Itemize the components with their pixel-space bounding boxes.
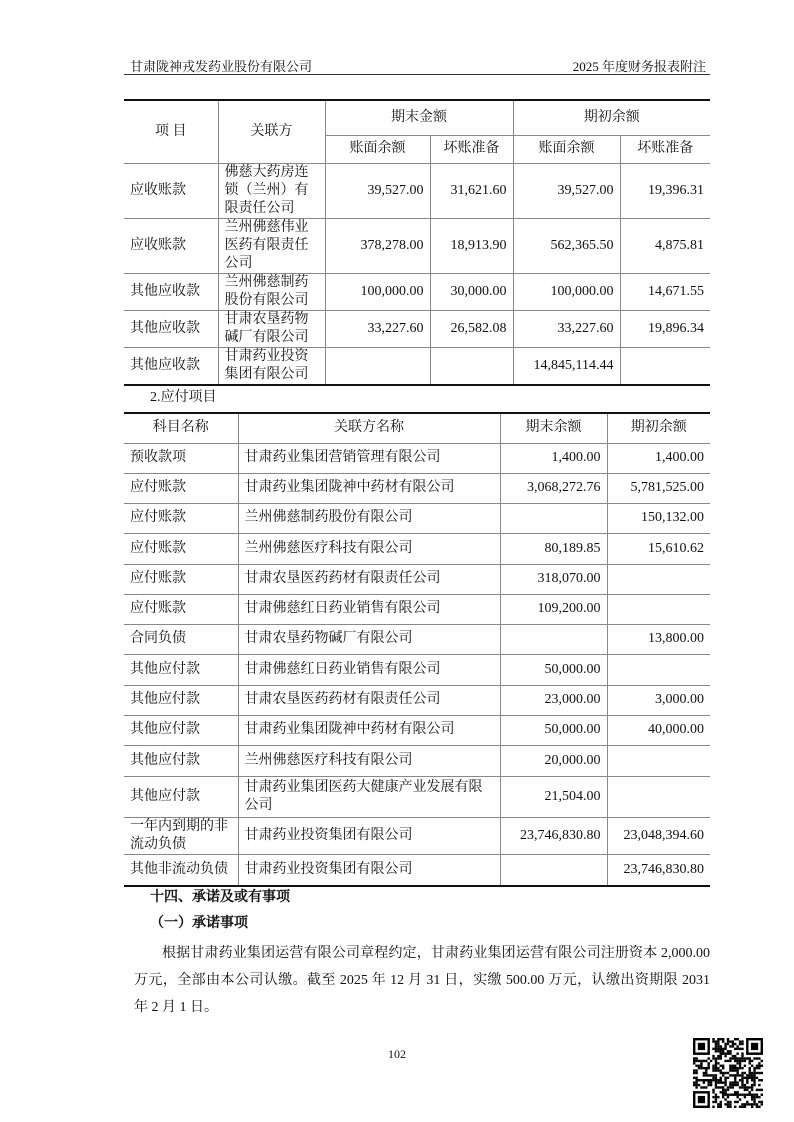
cell-party: 兰州佛慈医疗科技有限公司 [238,745,500,776]
cell-begin: 23,746,830.80 [607,854,710,886]
table-row [124,745,710,776]
table-row [124,776,710,817]
cell-begin-bad: 19,396.31 [620,163,710,218]
cell-account: 应付账款 [124,473,238,503]
col-end-book: 账面余额 [325,135,430,163]
cell-account: 一年内到期的非流动负债 [124,817,238,854]
cell-begin-book: 14,845,114.44 [513,347,620,385]
cell-party: 甘肃农垦医药药材有限责任公司 [238,685,500,715]
cell-end-book [325,347,430,385]
cell-party: 甘肃药业集团陇神中药材有限公司 [238,715,500,745]
cell-party: 甘肃药业投资集团有限公司 [238,854,500,886]
table-row [124,624,710,654]
cell-party: 兰州佛慈制药股份有限公司 [238,503,500,533]
table-row [124,533,710,564]
cell-begin-book: 33,227.60 [513,310,620,347]
table-row [124,854,710,886]
payables-title: 2.应付项目 [150,390,217,405]
col-account: 科目名称 [124,413,238,443]
cell-begin [607,564,710,594]
cell-party: 兰州佛慈制药股份有限公司 [218,273,325,310]
commitment-paragraph: 根据甘肃药业集团运营有限公司章程约定，甘肃药业集团运营有限公司注册资本 2,000.00 万元，全部由本公司认缴。截至 2025 年 12 月 31 日，实缴 500.00 万元，认缴出资期限 2031 年 2 月 1 日。 [134,946,710,1015]
cell-end-bad: 18,913.90 [430,218,513,273]
cell-begin-bad: 4,875.81 [620,218,710,273]
cell-end [500,624,607,654]
col-end-bad: 坏账准备 [430,135,513,163]
cell-item: 应收账款 [124,163,218,218]
header-divider [124,74,710,75]
col-begin-bad: 坏账准备 [620,135,710,163]
cell-begin-book: 562,365.50 [513,218,620,273]
cell-end-book: 378,278.00 [325,218,430,273]
cell-item: 其他应收款 [124,273,218,310]
cell-account: 预收款项 [124,443,238,473]
cell-end: 109,200.00 [500,594,607,624]
cell-end-bad: 31,621.60 [430,163,513,218]
cell-end-bad [430,347,513,385]
cell-end: 3,068,272.76 [500,473,607,503]
table-row [124,310,710,347]
section-subheading: （一）承诺事项 [150,916,248,931]
cell-begin: 3,000.00 [607,685,710,715]
cell-account: 其他应付款 [124,776,238,817]
header-company: 甘肃陇神戎发药业股份有限公司 [130,59,313,74]
table-row [124,443,710,473]
table-row [124,654,710,685]
table-row [124,715,710,745]
cell-end: 80,189.85 [500,533,607,564]
cell-account: 应付账款 [124,533,238,564]
cell-end: 23,000.00 [500,685,607,715]
cell-end: 20,000.00 [500,745,607,776]
table-row [124,564,710,594]
cell-end-book: 100,000.00 [325,273,430,310]
receivables-table [124,99,710,386]
table-row [124,503,710,533]
cell-begin: 1,400.00 [607,443,710,473]
cell-begin: 13,800.00 [607,624,710,654]
cell-begin [607,776,710,817]
cell-item: 其他应收款 [124,347,218,385]
cell-end: 23,746,830.80 [500,817,607,854]
cell-begin: 5,781,525.00 [607,473,710,503]
cell-begin [607,594,710,624]
cell-end-bad: 30,000.00 [430,273,513,310]
cell-end-book: 33,227.60 [325,310,430,347]
cell-begin-bad: 14,671.55 [620,273,710,310]
qr-code [692,1038,764,1108]
table-row [124,347,710,385]
cell-end: 1,400.00 [500,443,607,473]
table-row [124,817,710,854]
cell-end-bad: 26,582.08 [430,310,513,347]
col-begin-balance: 期初余额 [607,413,710,443]
cell-account: 其他应付款 [124,715,238,745]
cell-party: 甘肃药业投资集团有限公司 [238,817,500,854]
table-row [124,594,710,624]
col-end-balance: 期末余额 [500,413,607,443]
cell-party: 甘肃药业集团营销管理有限公司 [238,443,500,473]
cell-account: 应付账款 [124,503,238,533]
cell-party: 甘肃佛慈红日药业销售有限公司 [238,594,500,624]
cell-account: 其他应付款 [124,745,238,776]
cell-party: 甘肃农垦药物碱厂有限公司 [238,624,500,654]
cell-end: 50,000.00 [500,715,607,745]
col-item: 项 目 [124,100,218,163]
cell-party: 甘肃佛慈红日药业销售有限公司 [238,654,500,685]
header-report-title: 2025 年度财务报表附注 [572,59,706,74]
cell-account: 其他应付款 [124,654,238,685]
table-row [124,163,710,218]
cell-item: 应收账款 [124,218,218,273]
col-end-group: 期末金额 [325,100,513,135]
cell-account: 应付账款 [124,564,238,594]
cell-begin: 150,132.00 [607,503,710,533]
cell-account: 应付账款 [124,594,238,624]
cell-begin: 40,000.00 [607,715,710,745]
cell-end-book: 39,527.00 [325,163,430,218]
cell-party: 甘肃农垦药物碱厂有限公司 [218,310,325,347]
cell-begin-book: 100,000.00 [513,273,620,310]
cell-begin: 15,610.62 [607,533,710,564]
cell-party: 甘肃药业集团医药大健康产业发展有限公司 [238,776,500,817]
cell-item: 其他应收款 [124,310,218,347]
col-party-name: 关联方名称 [238,413,500,443]
table-row [124,685,710,715]
cell-end [500,503,607,533]
table-row [124,218,710,273]
col-begin-group: 期初余额 [513,100,710,135]
cell-party: 兰州佛慈伟业医药有限责任公司 [218,218,325,273]
cell-begin-book: 39,527.00 [513,163,620,218]
cell-party: 兰州佛慈医疗科技有限公司 [238,533,500,564]
cell-party: 甘肃药业投资集团有限公司 [218,347,325,385]
cell-account: 其他应付款 [124,685,238,715]
cell-account: 合同负债 [124,624,238,654]
cell-party: 佛慈大药房连锁（兰州）有限责任公司 [218,163,325,218]
cell-begin-bad [620,347,710,385]
col-begin-book: 账面余额 [513,135,620,163]
cell-begin [607,654,710,685]
section-heading: 十四、承诺及或有事项 [150,890,290,905]
cell-end [500,854,607,886]
col-party: 关联方 [218,100,325,163]
cell-end: 50,000.00 [500,654,607,685]
cell-begin-bad: 19,896.34 [620,310,710,347]
cell-party: 甘肃农垦医药药材有限责任公司 [238,564,500,594]
table-row [124,273,710,310]
cell-end: 21,504.00 [500,776,607,817]
cell-account: 其他非流动负债 [124,854,238,886]
page-number: 102 [388,1047,406,1061]
cell-begin [607,745,710,776]
table-row [124,473,710,503]
cell-begin: 23,048,394.60 [607,817,710,854]
cell-end: 318,070.00 [500,564,607,594]
payables-table [124,412,710,887]
cell-party: 甘肃药业集团陇神中药材有限公司 [238,473,500,503]
